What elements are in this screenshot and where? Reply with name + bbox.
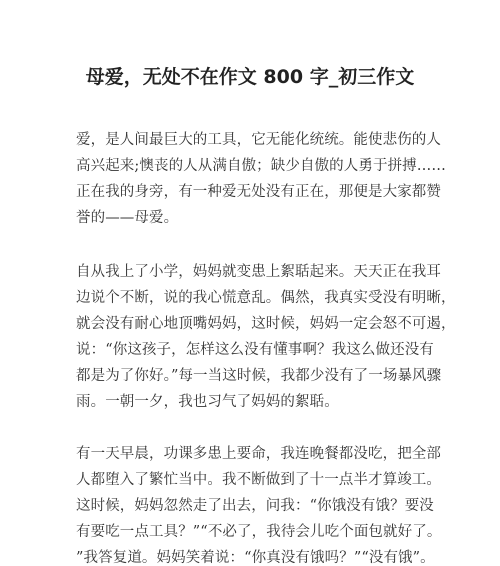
paragraph-line: 自从我上了小学，妈妈就变患上絮聒起来。天天正在我耳 bbox=[76, 264, 441, 280]
paragraph-2 bbox=[76, 259, 456, 415]
paragraph-line: 誉的——母爱。 bbox=[76, 210, 179, 226]
paragraph-line: 有一天早晨，功课多患上要命，我连晚餐都没吃，把全部 bbox=[76, 446, 441, 462]
paragraph-line: 人都堕入了繁忙当中。我不断做到了十一点半才算竣工。 bbox=[76, 472, 441, 488]
paragraph-line: 边说个不断，说的我心慌意乱。偶然，我真实受没有明晰， bbox=[76, 290, 456, 306]
paragraph-3 bbox=[76, 441, 442, 566]
paragraph-line: 高兴起来;懊丧的人从满自傲；缺少自傲的人勇于拼搏…… bbox=[76, 158, 446, 174]
paragraph-line: 有要吃一点工具？”“不必了，我待会儿吃个面包就好了。 bbox=[76, 524, 442, 540]
paragraph-1 bbox=[76, 127, 446, 231]
article-title: 母爱，无处不在作文 800 字_初三作文 bbox=[85, 66, 415, 88]
paragraph-line: 都是为了你好。”每一当这时候，我都少没有了一场暴风骤 bbox=[76, 368, 442, 384]
paragraph-line: 爱，是人间最巨大的工具，它无能化统统。能使悲伤的人 bbox=[76, 132, 441, 148]
paragraph-line: 这时候，妈妈忽然走了出去，问我：“你饿没有饿？要没 bbox=[76, 498, 434, 514]
paragraph-line: 就会没有耐心地顶嘴妈妈，这时候，妈妈一定会怒不可遏， bbox=[76, 316, 456, 332]
paragraph-line: 说：“你这孩子，怎样这么没有懂事啊？我这么做还没有 bbox=[76, 342, 434, 358]
paragraph-line: ”我答复道。妈妈笑着说：“你真没有饿吗？”“没有饿”。 bbox=[76, 550, 435, 566]
paragraph-line: 雨。一朝一夕，我也习气了妈妈的絮聒。 bbox=[76, 394, 339, 410]
paragraph-line: 正在我的身旁，有一种爱无处没有正在，那便是大家都赞 bbox=[76, 184, 441, 200]
